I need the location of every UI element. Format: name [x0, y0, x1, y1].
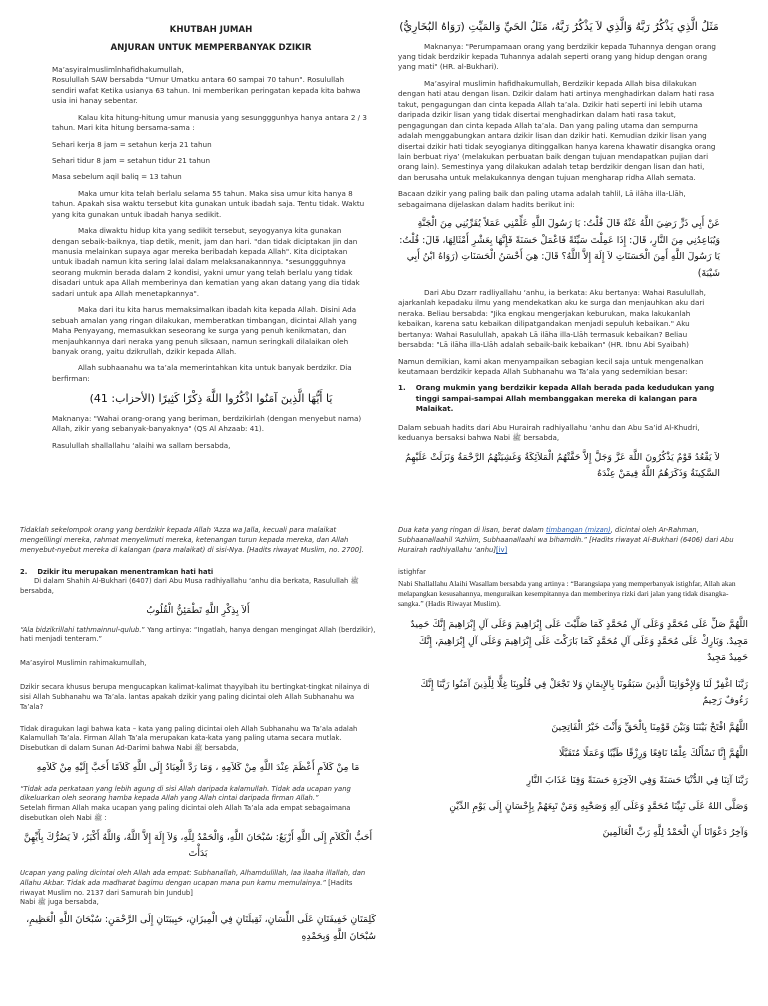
- arabic-dua: اللَّهُمَّ افْتَحْ بَيْنَنَا وَبَيْنَ قَوْمِنَا بِالْحَقِّ وَأَنْتَ خَيْرُ الْفَاتِحِينَ: [551, 721, 748, 733]
- paragraph: Maknanya: "Perumpamaan orang yang berdzikir kepada Tuhannya dengan orang yang tidak berdzikir kepada Tuhannya adalah seperti orang yang hidup dengan orang yang mati" (HR. al-Bukhari).: [398, 41, 716, 72]
- arabic-hadith: أَحَبُّ الْكَلاَمِ إِلَى اللَّهِ أَرْبَعٌ: سُبْحَانَ اللَّهِ، وَالْحَمْدُ لِلَّهِ، وَلاَ إِلَهَ إِلاَّ اللَّهُ، وَاللَّهُ أَكْبَرُ، لاَ يَضُرُّكَ بِأَيِّهِنَّ بَدَأْتَ: [23, 831, 373, 860]
- transliteration: “Ala bidzikrillahi tathmainnul-qulub.: [20, 625, 142, 634]
- paragraph: Nabi Shallallahu Alaihi Wasallam bersabda yang artinya : “Barangsiapa yang memperbanyak istighfar, Allah akan melapangkan kesusahannya, menguraikan kesempitannya dan memberinya rizki dari jalan yang tidak disangka-sangka.” (Hadis Riwayat Muslim).: [398, 579, 736, 609]
- paragraph: [20, 626, 376, 646]
- paragraph: [20, 869, 376, 899]
- khutbah-subtitle: ANJURAN UNTUK MEMPERBANYAK DZIKIR: [110, 43, 312, 54]
- paragraph: Tidaklah sekelompok orang yang berdzikir kepada Allah ‘Azza wa Jalla, kecuali para malaikat mengelilingi mereka, rahmat menyelimuti mereka, ketenangan turun kepada mereka, dan Allah menyebut-nyebut mereka di kalangan (para malaikat) di sisi-Nya. [Hadits riwayat Muslim, no. 2700].: [20, 526, 364, 554]
- paragraph: Maka diwaktu hidup kita yang sedikit tersebut, seyogyanya kita gunakan dengan sebaik-baiknya, tiap detik, menit, jam dan hari. "dan tidak diciptakan jin dan manusia melainkan supaya agar mereka beribadah kepada Allah". Kita diciptakan untuk ibadah namun kita sering lalai dalam melaksanakannnya. "sesunggguhnya seorang mukmin berada dalam 2 kondisi, yakni umur yang telah berlalu yang tidak disadari untuk apa Allah memberinya dan kematian yang akan datang yang dia tidak sadari untuk apa Allah menetapkannya".: [52, 226, 360, 298]
- arabic-dua: اللَّهُمَّ صَلِّ عَلَى مُحَمَّدٍ وَعَلَى آلِ مُحَمَّدٍ كَمَا صَلَّيْتَ عَلَى إِبْرَاهِيمَ وَعَلَى آلِ إِبْرَاهِيمَ إِنَّكَ حَمِيدٌ مَجِيدٌ. وَبَارِكْ عَلَى مُحَمَّدٍ وَعَلَى آلِ مُحَمَّدٍ كَمَا بَارَكْتَ عَلَى إِبْرَاهِيمَ وَعَلَى آلِ إِبْرَاهِيمَ، إِنَّكَ حَمِيدٌ مَجِيدٌ: [410, 619, 748, 664]
- paragraph: istighfar: [398, 567, 426, 576]
- paragraph: Ma’asyirol Muslimin rahimakumullah,: [20, 659, 147, 668]
- mizan-link[interactable]: timbangan (mizan): [545, 526, 611, 534]
- heading-number: 1.: [398, 383, 406, 393]
- arabic-verse: يَا أَيُّهَا الَّذِينَ آمَنُوا اذْكُرُوا اللَّهَ ذِكْرًا كَثِيرًا (الأحزاب: 41): [89, 392, 333, 406]
- arabic-dua: وَآخِرُ دَعْوَانَا أَنِ الْحَمْدُ لِلَّهِ رَبِّ الْعَالَمِينَ: [602, 827, 748, 839]
- khutbah-title: KHUTBAH JUMAH: [169, 25, 253, 35]
- paragraph: [20, 785, 376, 824]
- paragraph: Maknanya: "Wahai orang-orang yang beriman, berdzikirlah (dengan menyebut nama) Allah, zikir yang sebanyak-banyaknya" (QS Al Ahzaab: 41).: [52, 413, 362, 434]
- paragraph: Masa sebelum aqil baliq = 13 tahun: [52, 172, 182, 182]
- paragraph: Rosulullah SAW bersabda "Umur Umatku antara 60 sampai 70 tahun". Rosulullah sendiri wafat Ketika usianya 63 tahun. Ini memberikan peringatan kepada kita bahwa usia ini hanay sebentar.: [52, 75, 361, 106]
- text: Dua kata yang ringan di lisan, berat dalam: [398, 526, 546, 534]
- paragraph: Dzikir secara khusus berupa mengucapkan kalimat-kalimat thayyibah itu bertingkat-tingkat nilainya di sisi Allah Subhanahu wa Ta’ala. lantas apakah dzikir yang paling dicintai oleh Allah Subhanahu wa Ta’ala?: [20, 683, 370, 711]
- arabic-hadith: لاَ يَقْعُدُ قَوْمٌ يَذْكُرُونَ اللَّهَ عَزَّ وَجَلَّ إِلاَّ حَفَّتْهُمُ الْمَلاَئِكَةُ وَغَشِيَتْهُمُ الرَّحْمَةُ وَنَزَلَتْ عَلَيْهِمُ السَّكِينَةُ وَذَكَرَهُمُ اللَّهُ فِيمَنْ عِنْدَهُ: [405, 451, 720, 480]
- arabic-hadith: مَا مِنْ كَلاَمٍ أَعْظَمَ عِنْدَ اللَّهِ مِنْ كَلاَمِهِ ، وَمَا رَدَّ الْعِبَادُ إِلَى اللَّهِ كَلاَمًا أَحَبَّ إِلَيْهِ مِنْ كَلاَمِهِ: [36, 762, 360, 774]
- arabic-dua: اللَّهُمَّ إِنَّا نَسْأَلُكَ عِلْمًا نَافِعًا وَرِزْقًا طَيِّبًا وَعَمَلًا مُتَقَبَّلًا: [559, 748, 748, 760]
- numbered-heading: [398, 383, 720, 414]
- translation: ” Yang artinya: “Ingatlah, hanya dengan mengingat Allah (berdzikir), hati menjadi tenteram.”: [20, 625, 376, 644]
- paragraph: Nabi ﷺ juga bersabda,: [20, 898, 99, 907]
- heading-number: 2.: [20, 567, 28, 576]
- quote: “Tidak ada perkataan yang lebih agung di sisi Allah daripada kalamullah. Tidak ada ucapan yang dikeluarkan oleh seorang hamba kepada Allah yang Allah cintai daripada firman Allah.”: [20, 784, 351, 803]
- paragraph: Dalam sebuah hadits dari Abu Hurairah radhiyallahu ‘anhu dan Abu Sa’id Al-Khudri, keduanya bersaksi bahwa Nabi ﷺ bersabda,: [398, 422, 700, 443]
- paragraph: Ma’asyiral muslimin hafidhakumullah, Berdzikir kepada Allah bisa dilakukan dengan hati atau dengan lisan. Dzikir dalam hati artinya menghadirkan dalam hati rasa takut, pengagungan dan cinta kepada Allah ta’ala. Dzikir hati seperti ini lebih utama daripada dzikir lisan yang tidak disertai menghadirkan dalam hati rasa takut, pengagungan dan cinta kepada Allah ta’ala. Dan yang paling utama dan sempurna adalah menggabungkan antara dzikir lisan dan dzikir hati. Kemudian dzikir lisan yang disertai dzikir hati tidak seyogianya ditinggalkan hanya karena khawatir disangka orang lain berbuat riya’ (melakukan perbuatan baik dengan tujuan mendapatkan pujian dari orang lain). Semestinya yang dilakukan adalah tetap berdzikir dengan lisan dan hati, dan berusaha untuk melakukannya dengan tujuan mengharap ridha Allah semata.: [398, 78, 716, 182]
- arabic-dua: رَبَّنَا اغْفِرْ لَنَا وَلإِخْوَانِنَا الَّذِينَ سَبَقُونَا بِالإِيمَانِ وَلا تَجْعَلْ فِي قُلُوبِنَا غِلًّا لِلَّذِينَ آمَنُوا رَبَّنَا إِنَّكَ رَءُوفٌ رَحِيمٌ: [420, 678, 748, 707]
- paragraph: Namun demikian, kami akan menyampaikan sebagian kecil saja untuk mengenalkan keutamaan berdzikir kepada Allah Subhanahu wa Ta’ala yang sedemikian besar:: [398, 356, 704, 377]
- arabic-dua: رَبَّنَا آتِنَا فِي الدُّنْيَا حَسَنَةً وَفِي الآخِرَةِ حَسَنَةً وَقِنَا عَذَابَ النَّارِ: [526, 774, 748, 786]
- heading-text: Orang mukmin yang berdzikir kepada Allah berada pada kedudukan yang tinggi sampai-sampai Allah membanggakan mereka di kalangan para Malaikat.: [415, 383, 715, 414]
- paragraph: Maka umur kita telah berlalu selama 55 tahun. Maka sisa umur kita hanya 8 tahun. Apakah sisa waktu tersebut kita gunakan untuk ibadah saja. Tentu tidak. Waktu yang kita gunakan untuk ibadah hanya sedikit.: [52, 188, 365, 219]
- paragraph: Di dalam Shahih Al-Bukhari (6407) dari Abu Musa radhiyallahu ‘anhu dia berkata, Rasulullah ﷺ bersabda,: [20, 577, 359, 596]
- citation: [Hadits riwayat Muslim no. 2137 dari Samurah bin Jundub]: [20, 878, 353, 897]
- text: , dicintai oleh Ar-Rahman, Subhaanallaahil ‘Azhiim, Subhaanallaahi wa bihamdih.” [Hadits riwayat Al-Bukhari (6406) dari Abu Hurairah radhiyallahu ‘anhu]: [398, 526, 734, 554]
- arabic-hadith: كَلِمَتَانِ خَفِيفَتَانِ عَلَى اللِّسَانِ، ثَقِيلَتَانِ فِي الْمِيزَانِ، حَبِيبَتَانِ إِلَى الرَّحْمَنِ: سُبْحَانَ اللَّهِ الْعَظِيمِ، سُبْحَانَ اللَّهِ وَبِحَمْدِهِ: [26, 914, 376, 942]
- left-bottom-column: [20, 526, 376, 945]
- arabic-hadith: عَنْ أَبِي ذَرٍّ رَضِيَ اللَّهُ عَنْهُ قَالَ قُلْتُ: يَا رَسُولَ اللَّهِ عَلِّمْنِي عَمَلاً يُقَرِّبُنِي مِنَ الْجَنَّةِ وَيُبَاعِدُنِي مِنَ النَّارِ، قَالَ: إِذَا عَمِلْتَ سَيِّئَةً فَاعْمَلْ حَسَنَةً فَإِنَّهَا بِعَشْرِ أَمْثَالِهَا، قَالَ: قُلْتُ: يَا رَسُولَ اللَّهِ أَمِنَ الْحَسَنَاتِ لاَ إِلَهَ إِلاَّ اللَّهُ؟ قَالَ: هِيَ أَحْسَنُ الْحَسَنَاتِ (رَوَاهُ ابْنُ أَبِي شَيْبَةَ): [399, 218, 720, 279]
- paragraph: Sehari tidur 8 jam = setahun tidur 21 tahun: [52, 155, 211, 165]
- paragraph: Sehari kerja 8 jam = setahun kerja 21 tahun: [52, 139, 212, 149]
- paragraph: Tidak diragukan lagi bahwa kata – kata yang paling dicintai oleh Allah Subhanahu wa Ta’ala adalah Kalamullah Ta’ala. Firman Allah Ta’ala merupakan kata-kata yang paling utama secara mutlak. Disebutkan di dalam Sunan Ad-Darimi bahwa Nabi ﷺ bersabda,: [20, 724, 358, 753]
- paragraph: Bacaan dzikir yang paling baik dan paling utama adalah tahlil, Lā ilāha illa-Llāh, sebagaimana dijelaskan dalam hadits berikut ini:: [398, 189, 686, 209]
- arabic-verse: أَلاَ بِذِكْرِ اللَّهِ تَطْمَئِنُّ الْقُلُوبُ: [146, 605, 250, 617]
- quote: Ucapan yang paling dicintai oleh Allah ada empat: Subhanallah, Alhamdulillah, laa ilaaha illallah, dan Allahu Akbar. Tidak ada madharat bagimu dengan ucapan mana pun kamu memulainya.”: [20, 868, 366, 887]
- heading-text: Dzikir itu merupakan menentramkan hati hati: [37, 567, 214, 576]
- paragraph: Kalau kita hitung-hitung umur manusia yang sesungggunhya hanya antara 2 / 3 tahun. Mari kita hitung bersama-sama :: [52, 112, 367, 133]
- arabic-dua: وَصَلَّى اللهُ عَلَى نَبِيِّنَا مُحَمَّدٍ وَعَلَى آلِهِ وَصَحْبِهِ وَمَنْ تَبِعَهُمْ بِإِحْسَانٍ إِلَى يَوْمِ الدِّيْنِ: [449, 800, 748, 812]
- paragraph: Rasulullah shallallahu ‘alaihi wa sallam bersabda,: [52, 440, 231, 450]
- arabic-hadith: مَثَلُ الَّذِي يَذْكُرُ رَبَّهُ وَالَّذِي لاَ يَذْكُرُ رَبَّهُ، مَثَلُ الحَيِّ وَالمَيِّتِ (رَوَاهُ البُخَارِيُّ): [399, 20, 719, 33]
- right-top-column: [398, 18, 720, 483]
- paragraph: [398, 526, 748, 556]
- right-bottom-column: [398, 526, 748, 842]
- paragraph: Allah subhaanahu wa ta’ala memerintahkan kita untuk banyak berdzikr. Dia berfirman:: [52, 363, 352, 383]
- footnote-link[interactable]: [iv]: [495, 545, 508, 554]
- text: Setelah firman Allah maka ucapan yang paling dicintai oleh Allah Ta’ala ada empat sebagaimana disebutkan oleh Nabi ﷺ :: [20, 804, 351, 823]
- greeting: Ma’asyiralmuslimînhafidhakumullah,: [52, 64, 184, 74]
- left-top-column: [52, 24, 370, 457]
- paragraph: Dari Abu Dzarr radliyallahu ‘anhu, ia berkata: Aku bertanya: Wahai Rasulullah, ajarkanlah kepadaku ilmu yang mendekatkan aku ke surga dan menjauhkan aku dari neraka. Beliau bersabda: "Jika engkau mengerjakan keburukan, maka lakukanlah kebaikan, karena satu kebaikan dilipatgandakan menjadi sepuluh kebaikan." Aku bertanya: Wahai Rasulullah, apakah Lā ilāha illa-Llāh termasuk kebaikan? Beliau bersabda: "Lā ilāha illa-Llāh adalah sebaik-baik kebaikan" (HR. Ibnu Abi Syaibah): [398, 287, 706, 350]
- numbered-heading: [20, 568, 376, 578]
- paragraph: Maka dari itu kita harus memaksimalkan ibadah kita kepada Allah. Disini Ada sebuah amalan yang ringan dilakukan, memberatkan timbangan, dicintai Allah yang Maha Penyayang, memasukkan seseorang ke surga yang penuh kenikmatan, dan menjauhkannya dari neraka yang penuh siksaan, namun seringkali dilalaikan oleh banyak orang, yaitu dzikrullah, dzikir kepada Allah.: [52, 305, 357, 356]
